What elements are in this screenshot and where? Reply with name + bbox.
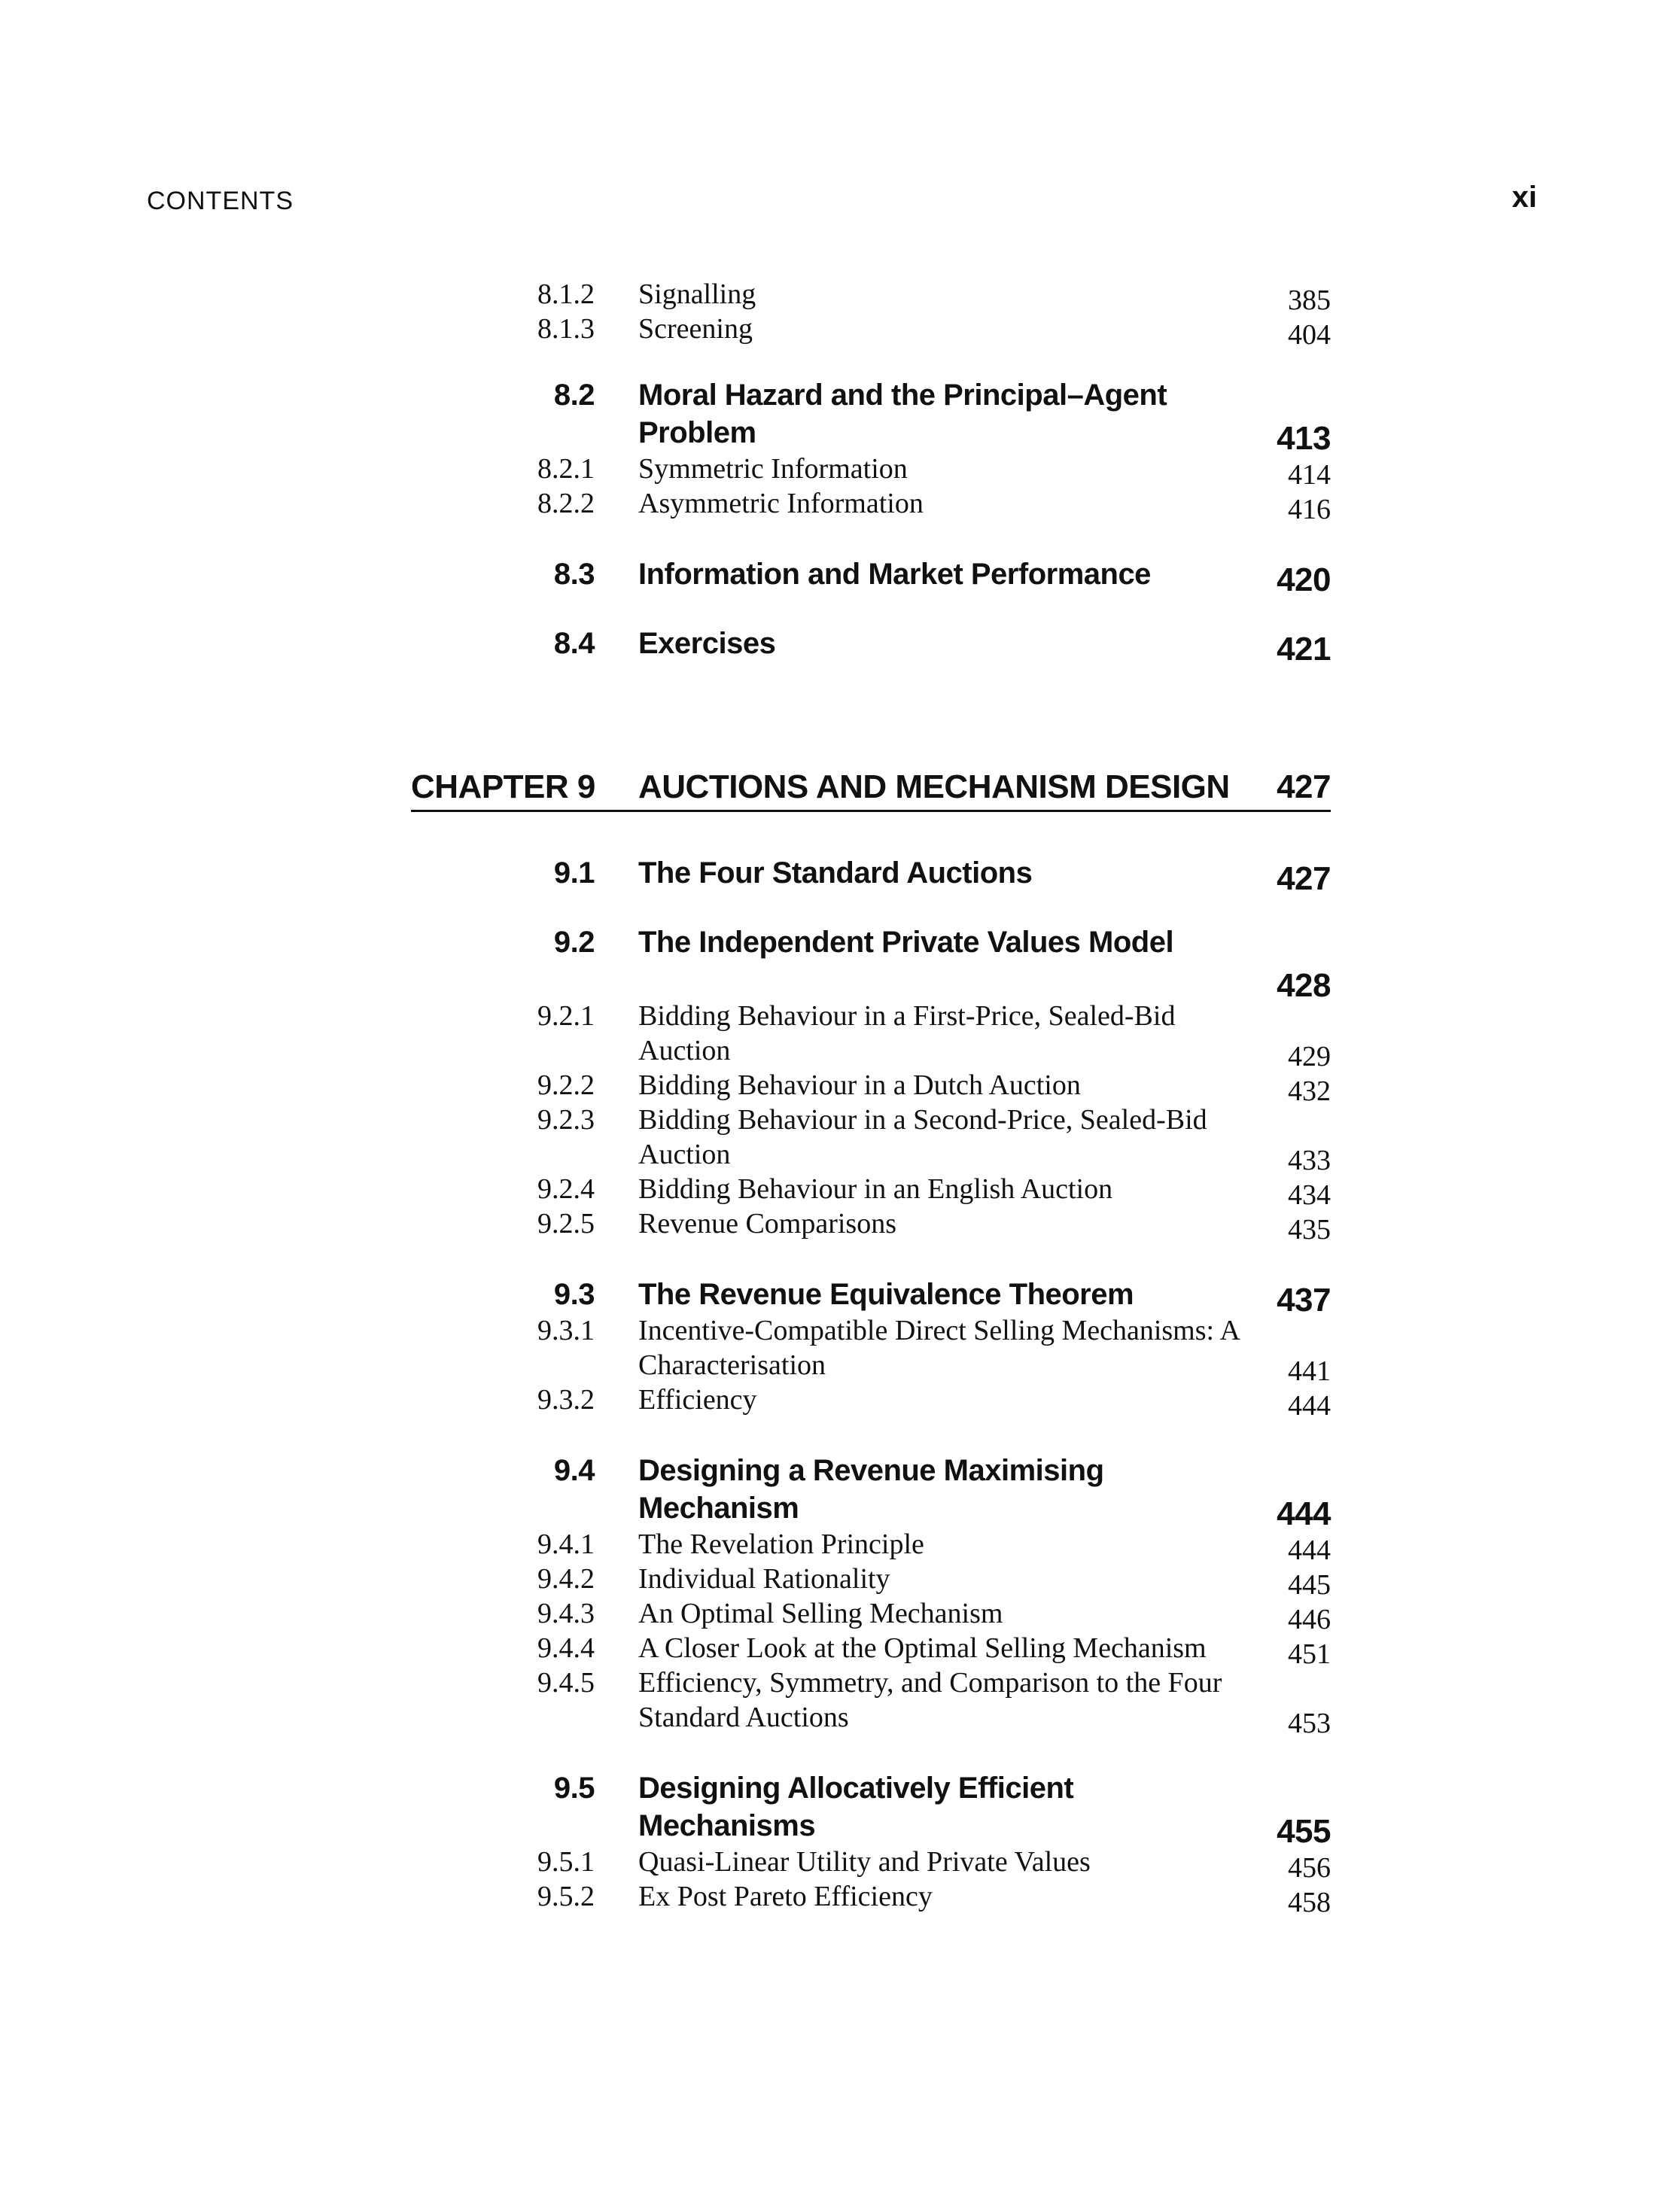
entry-page: 404 <box>1288 319 1331 351</box>
entry-title: Asymmetric Information <box>638 488 924 519</box>
entry-title: The Revelation Principle <box>638 1528 924 1560</box>
entry-number: 9.4.2 <box>537 1563 595 1595</box>
entry-title: Ex Post Pareto Efficiency <box>638 1881 933 1912</box>
entry-page: 433 <box>1288 1145 1331 1176</box>
entry-page: 420 <box>1277 561 1331 598</box>
entry-title: Bidding Behaviour in a First-Price, Sealed-Bid Auction <box>638 1000 1176 1066</box>
entry-title: Individual Rationality <box>638 1563 890 1595</box>
toc-entry-9-5-1[interactable] <box>411 1845 1331 1884</box>
entry-number: 9.4 <box>553 1454 595 1487</box>
entry-page: 432 <box>1288 1075 1331 1107</box>
toc-entry-8-2-1[interactable] <box>411 452 1331 491</box>
toc-entry-9-5[interactable] <box>411 1769 1331 1850</box>
entry-page: 444 <box>1277 1495 1331 1532</box>
entry-page: 429 <box>1288 1041 1331 1072</box>
entry-page: 451 <box>1288 1638 1331 1670</box>
entry-page: 385 <box>1288 284 1331 316</box>
entry-title: Screening <box>638 313 753 345</box>
entry-number: 9.5.1 <box>537 1846 595 1878</box>
entry-title: Bidding Behaviour in an English Auction <box>638 1173 1113 1205</box>
entry-number: 9.1 <box>553 856 595 890</box>
entry-number: 9.2.1 <box>537 1000 595 1032</box>
toc-entry-8-1-3[interactable] <box>411 312 1331 351</box>
entry-title: Information and Market Performance <box>638 558 1151 591</box>
entry-title: The Revenue Equivalence Theorem <box>638 1278 1134 1311</box>
entry-title: Efficiency <box>638 1384 757 1416</box>
toc-entry-9-2-1[interactable] <box>411 999 1331 1072</box>
entry-page: 414 <box>1288 459 1331 491</box>
entry-page: 456 <box>1288 1852 1331 1884</box>
entry-title: Quasi-Linear Utility and Private Values <box>638 1846 1091 1878</box>
entry-number: 9.3.2 <box>537 1384 595 1416</box>
entry-number: 8.4 <box>553 627 595 660</box>
entry-page: 445 <box>1288 1569 1331 1601</box>
entry-title: Signalling <box>638 278 756 310</box>
page-number: xi <box>1511 181 1537 214</box>
running-head: CONTENTS <box>147 187 294 215</box>
chapter-page: 427 <box>1277 768 1331 805</box>
toc-entry-9-4-3[interactable] <box>411 1596 1331 1635</box>
entry-title: A Closer Look at the Optimal Selling Mechanism <box>638 1632 1207 1664</box>
toc-entry-9-4-1[interactable] <box>411 1527 1331 1566</box>
toc-chapter-9[interactable] <box>411 765 1331 812</box>
entry-page: 458 <box>1288 1887 1331 1918</box>
toc-entry-9-2[interactable] <box>411 923 1331 1004</box>
entry-title: Designing a Revenue Maximising Mechanism <box>638 1454 1104 1525</box>
entry-title: Revenue Comparisons <box>638 1208 897 1240</box>
entry-title: Bidding Behaviour in a Second-Price, Sealed-Bid Auction <box>638 1104 1207 1170</box>
entry-page: 413 <box>1277 420 1331 457</box>
entry-page: 437 <box>1277 1282 1331 1319</box>
toc-entry-8-2[interactable] <box>411 376 1331 457</box>
toc-entry-8-4[interactable] <box>411 625 1331 668</box>
entry-number: 8.2.2 <box>537 488 595 519</box>
toc-entry-9-4-4[interactable] <box>411 1631 1331 1670</box>
entry-page: 421 <box>1277 631 1331 668</box>
entry-page: 427 <box>1277 860 1331 897</box>
entry-title: Symmetric Information <box>638 453 908 485</box>
entry-number: 9.2.2 <box>537 1069 595 1101</box>
entry-number: 9.2.4 <box>537 1173 595 1205</box>
entry-title: Incentive-Compatible Direct Selling Mechanisms: A Characterisation <box>638 1315 1239 1381</box>
entry-page: 444 <box>1288 1390 1331 1422</box>
toc-entry-9-4-2[interactable] <box>411 1562 1331 1601</box>
entry-number: 9.5 <box>553 1772 595 1805</box>
entry-number: 9.3 <box>553 1278 595 1311</box>
entry-page: 453 <box>1288 1708 1331 1739</box>
toc-entry-9-3[interactable] <box>411 1276 1331 1319</box>
entry-page: 446 <box>1288 1604 1331 1635</box>
entry-title: Efficiency, Symmetry, and Comparison to the Four Standard Auctions <box>638 1667 1222 1733</box>
toc-entry-9-5-2[interactable] <box>411 1879 1331 1918</box>
entry-page: 455 <box>1277 1813 1331 1850</box>
entry-number: 9.4.1 <box>537 1528 595 1560</box>
chapter-title: AUCTIONS AND MECHANISM DESIGN <box>638 768 1230 805</box>
entry-number: 8.3 <box>553 558 595 591</box>
entry-number: 8.2 <box>553 379 595 412</box>
entry-number: 8.1.2 <box>537 278 595 310</box>
entry-page: 416 <box>1288 494 1331 525</box>
entry-page: 444 <box>1288 1535 1331 1566</box>
entry-page: 441 <box>1288 1355 1331 1387</box>
toc-entry-9-1[interactable] <box>411 854 1331 897</box>
entry-page: 428 <box>1277 967 1331 1004</box>
entry-number: 9.3.1 <box>537 1315 595 1346</box>
entry-number: 9.5.2 <box>537 1881 595 1912</box>
entry-title: Designing Allocatively Efficient Mechanisms <box>638 1772 1074 1842</box>
toc-entry-9-3-1[interactable] <box>411 1313 1331 1387</box>
entry-title: The Four Standard Auctions <box>638 856 1033 890</box>
entry-number: 9.2.3 <box>537 1104 595 1136</box>
table-of-contents <box>0 277 1680 1918</box>
entry-page: 434 <box>1288 1179 1331 1211</box>
toc-entry-9-2-4[interactable] <box>411 1172 1331 1211</box>
toc-entry-8-1-2[interactable] <box>411 277 1331 316</box>
chapter-number: CHAPTER 9 <box>411 768 595 805</box>
entry-number: 9.2.5 <box>537 1208 595 1240</box>
toc-entry-8-3[interactable] <box>411 555 1331 598</box>
entry-title: Bidding Behaviour in a Dutch Auction <box>638 1069 1081 1101</box>
entry-number: 9.4.5 <box>537 1667 595 1699</box>
toc-entry-9-3-2[interactable] <box>411 1382 1331 1422</box>
entry-title: Moral Hazard and the Principal–Agent Problem <box>638 379 1167 449</box>
toc-entry-9-2-2[interactable] <box>411 1068 1331 1107</box>
entry-number: 8.1.3 <box>537 313 595 345</box>
entry-page: 435 <box>1288 1214 1331 1246</box>
entry-title: An Optimal Selling Mechanism <box>638 1598 1003 1629</box>
entry-number: 8.2.1 <box>537 453 595 485</box>
toc-entry-9-4[interactable] <box>411 1452 1331 1532</box>
toc-entry-9-2-3[interactable] <box>411 1103 1331 1176</box>
entry-title: The Independent Private Values Model <box>638 926 1174 959</box>
entry-number: 9.2 <box>553 926 595 959</box>
entry-number: 9.4.3 <box>537 1598 595 1629</box>
toc-entry-9-4-5[interactable] <box>411 1665 1331 1739</box>
toc-entry-9-2-5[interactable] <box>411 1206 1331 1246</box>
toc-entry-8-2-2[interactable] <box>411 486 1331 525</box>
entry-title: Exercises <box>638 627 776 660</box>
entry-number: 9.4.4 <box>537 1632 595 1664</box>
